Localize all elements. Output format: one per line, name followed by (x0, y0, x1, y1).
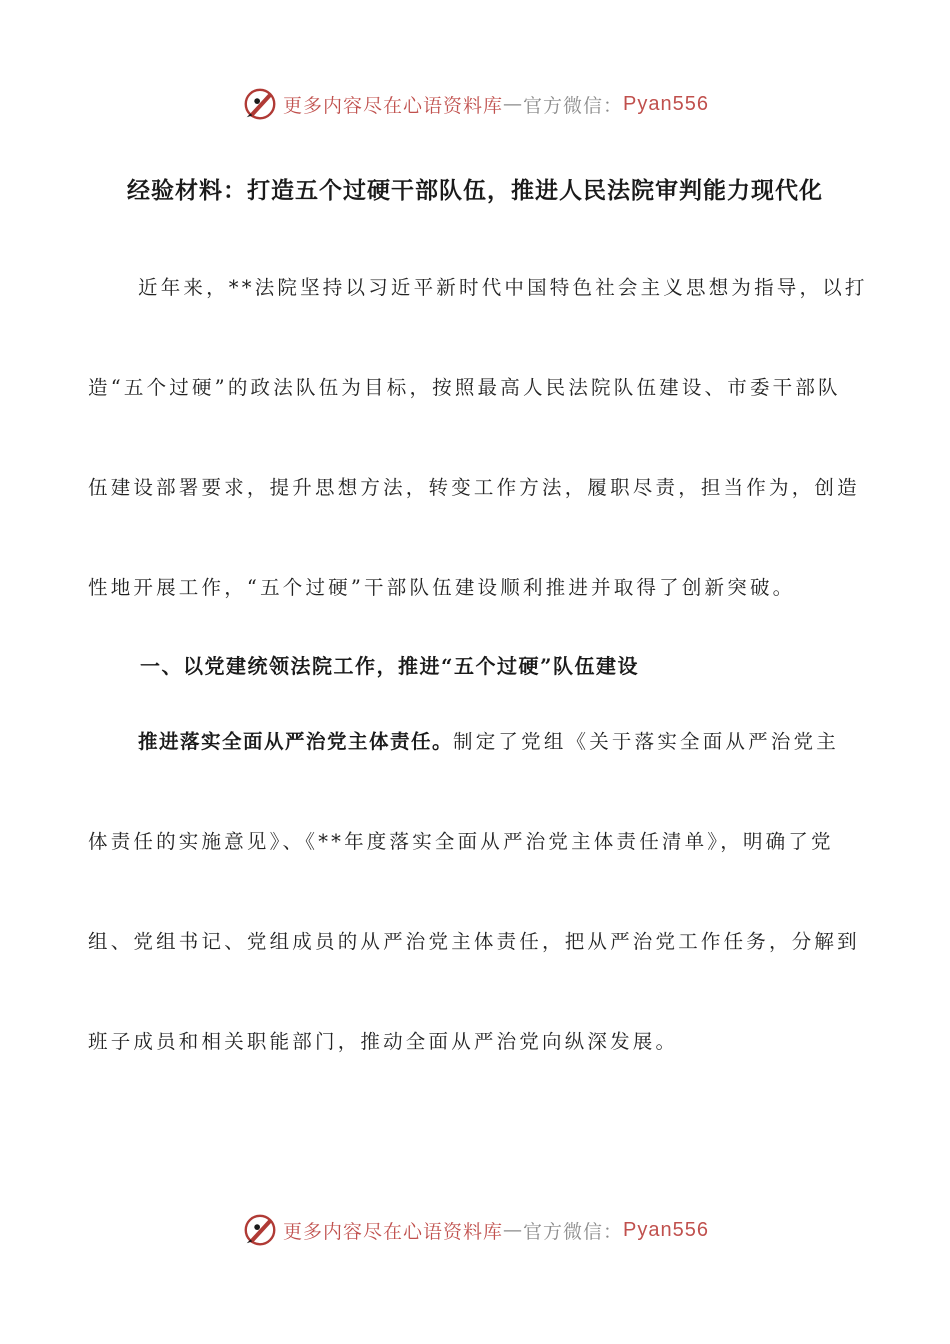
document-title: 经验材料：打造五个过硬干部队伍，推进人民法院审判能力现代化 (127, 177, 823, 204)
paragraph-2-line-4: 班子成员和相关职能部门，推动全面从严治党向纵深发展。 (88, 1030, 679, 1053)
paragraph-2-line-2: 体责任的实施意见》、《**年度落实全面从严治党主体责任清单》，明确了党 (88, 830, 834, 853)
header-banner (0, 84, 950, 124)
section-heading-1: 一、以党建统领法院工作，推进“五个过硬”队伍建设 (140, 654, 640, 678)
paragraph-2-line-1 (138, 726, 903, 754)
banner-text: 更多内容尽在心语资料库 (283, 94, 504, 117)
paragraph-1-line-3: 伍建设部署要求，提升思想方法，转变工作方法，履职尽责，担当作为，创造 (88, 476, 860, 499)
quill-logo-icon (241, 1211, 279, 1249)
banner-dash: — (503, 93, 524, 115)
paragraph-1-line-2: 造“五个过硬”的政法队伍为目标，按照最高人民法院队伍建设、市委干部队 (88, 376, 841, 399)
banner-wechat-id: Pyan556 (623, 92, 709, 115)
paragraph-2-lead: 推进落实全面从严治党主体责任。 (138, 730, 454, 753)
banner-wechat-label: 官方微信： (523, 1220, 624, 1243)
paragraph-1-line-4: 性地开展工作，“五个过硬”干部队伍建设顺利推进并取得了创新突破。 (88, 576, 796, 599)
quill-logo-icon (241, 85, 279, 123)
footer-banner (0, 1210, 950, 1250)
banner-wechat-label: 官方微信： (523, 94, 624, 117)
paragraph-2-line-3: 组、党组书记、党组成员的从严治党主体责任，把从严治党工作任务，分解到 (88, 930, 860, 953)
banner-text: 更多内容尽在心语资料库 (283, 1220, 504, 1243)
paragraph-1-line-1: 近年来，**法院坚持以习近平新时代中国特色社会主义思想为指导，以打 (138, 276, 868, 299)
banner-wechat-id: Pyan556 (623, 1218, 709, 1241)
paragraph-2-line-1-rest: 制定了党组《关于落实全面从严治党主 (453, 730, 839, 753)
banner-dash: — (503, 1219, 524, 1241)
